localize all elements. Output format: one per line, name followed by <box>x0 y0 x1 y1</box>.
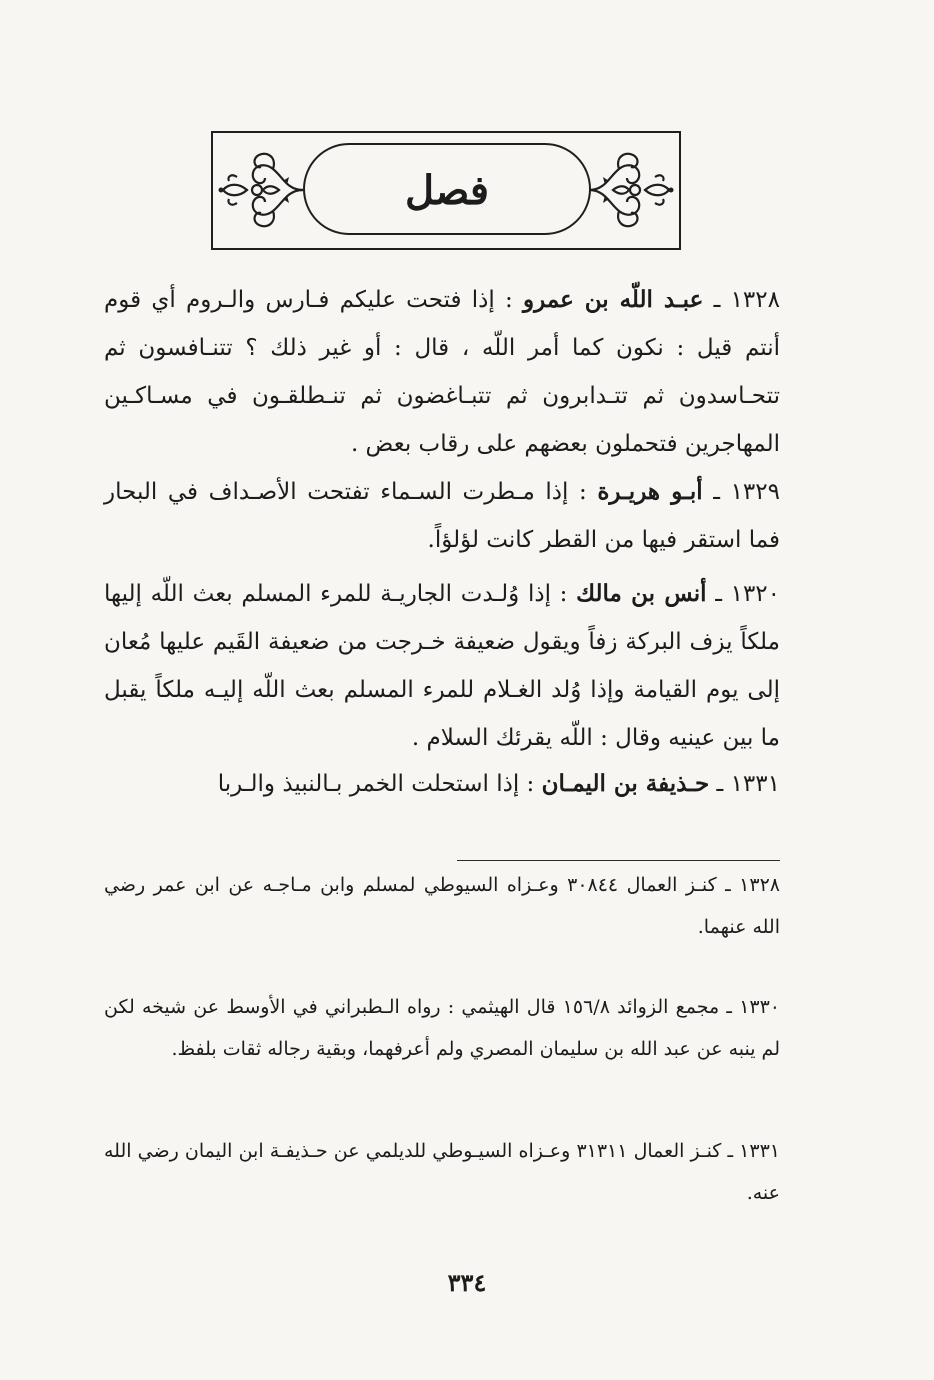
entry-number: ١٣٣١ ـ <box>716 771 780 797</box>
hadith-entry <box>104 468 780 564</box>
footnote: ١٣٢٨ ـ كنـز العمال ٣٠٨٤٤ وعـزاه السيوطي لمسلم وابن مـاجـه عن ابن عمر رضي الله عنهما. <box>104 874 780 938</box>
ornament-left-icon <box>217 147 307 233</box>
hadith-entry <box>104 276 780 468</box>
footnote-divider <box>457 860 780 861</box>
hadith-entry <box>104 570 780 762</box>
entry-text: : إذا مـطرت السـماء تفتحت الأصـداف في البحار فما استقر فيها من القطر كانت لؤلؤاً. <box>104 479 780 553</box>
entry-number: ١٣٢٠ ـ <box>715 581 781 607</box>
chapter-heading-frame <box>211 131 681 250</box>
entry-narrator: أنس بن مالك <box>576 580 707 607</box>
footnote: ١٣٣٠ ـ مجمع الزوائد ١٥٦/٨ قال الهيثمي : رواه الـطبراني في الأوسط عن شيخه لكن لم ينبه عن عبد الله بن سليمان المصري ولم أعرفهما، وبقية رجاله ثقات بلفظ. <box>104 996 781 1060</box>
entry-narrator: عبـد اللّه بن عمرو <box>523 286 704 313</box>
entry-narrator: أبـو هريـرة <box>597 478 703 505</box>
entry-number: ١٣٢٩ ـ <box>713 479 780 505</box>
entry-narrator: حـذيفة بن اليمـان <box>541 770 710 797</box>
ornament-right-icon <box>585 147 675 233</box>
entry-text: : إذا استحلت الخمر بـالنبيذ والـربا <box>217 771 535 797</box>
entry-text: : إذا وُلـدت الجاريـة للمرء المسلم بعث اللّه إليها ملكاً يزف البركة زفاً ويقول ضعيفة خـرجت من ضعيفة القَيم عليها مُعان إلى يوم القيامة وإذا وُلد الغـلام للمرء المسلم بعث اللّه إليـه ملكاً يقبل ما بين عينيه وقال : اللّه يقرئك السلام . <box>104 581 780 751</box>
title-oval <box>303 143 591 235</box>
entry-text: : إذا فتحت عليكم فـارس والـروم أي قوم أنتم قيل : نكون كما أمر اللّه ، قال : أو غير ذلك ؟ تتنـافسون ثم تتحـاسدون ثم تتـدابرون ثم تتبـاغضون ثم تنـطلقـون في مسـاكـين المهاجرين فتحملون بعضهم على رقاب بعض . <box>104 287 780 457</box>
chapter-title: فصل <box>404 167 490 214</box>
footnote: ١٣٣١ ـ كنـز العمال ٣١٣١١ وعـزاه السيـوطي للديلمي عن حـذيفـة ابن اليمان رضي الله عنه. <box>104 1140 780 1204</box>
hadith-entry <box>104 760 780 808</box>
page-number: ٣٣٤ <box>447 1268 487 1297</box>
entry-number: ١٣٢٨ ـ <box>713 287 780 313</box>
